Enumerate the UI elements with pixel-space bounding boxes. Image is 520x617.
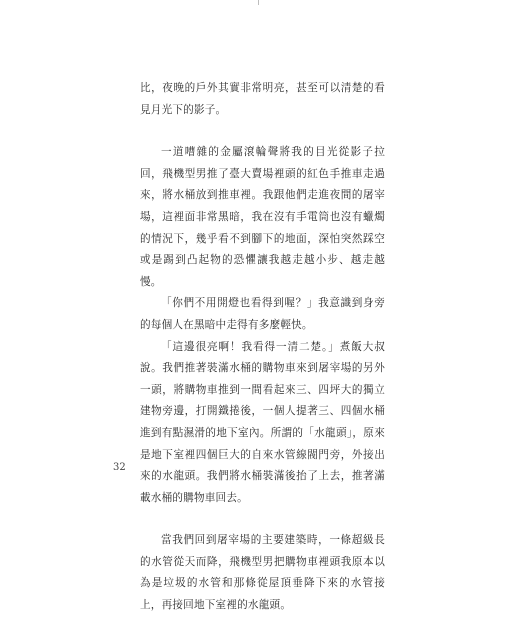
paragraph-4: 「這邊很亮啊！我看得一清二楚。」煮飯大叔說。我們推著裝滿水桶的購物車來到屠宰場的另外一頭，將購物車推到一間看起來三、四坪大的獨立建物旁邊，打開鐵捲後，一個人提著三、四個水桶進到有點濕滑的地下室內。所謂的「水龍頭」，原來是地下室裡四個巨大的自來水管線閥門旁，外接出來的水龍頭。我們將水桶裝滿後抬了上去，推著滿載水桶的購物車回去。 — [140, 340, 385, 504]
paragraph-3: 「你們不用開燈也看得到喔？」我意識到身旁的每個人在黑暗中走得有多麼輕快。 — [140, 297, 385, 331]
page-top-mark — [258, 0, 259, 5]
paragraph-1: 比，夜晚的戶外其實非常明亮，甚至可以清楚的看見月光下的影子。 — [140, 82, 385, 116]
body-text — [140, 78, 385, 617]
paragraph-5: 當我們回到屠宰場的主要建築時，一條超級長的水管從天而降，飛機型男把購物車裡頭我原本以為是垃圾的水管和那條從屋頂垂降下來的水管接上，再接回地下室裡的水龍頭。 — [140, 534, 385, 612]
paragraph-2: 一道嘈雜的金屬滾輪聲將我的目光從影子拉回，飛機型男推了臺大賣場裡頭的紅色手推車走過來，將水桶放到推車裡。我跟他們走進夜間的屠宰場，這裡面非常黑暗，我在沒有手電筒也沒有蠟燭的情況下，幾乎看不到腳下的地面，深怕突然踩空或是踢到凸起物的恐懼讓我越走越小步、越走越慢。 — [140, 146, 385, 288]
page-number: 32 — [113, 462, 126, 473]
